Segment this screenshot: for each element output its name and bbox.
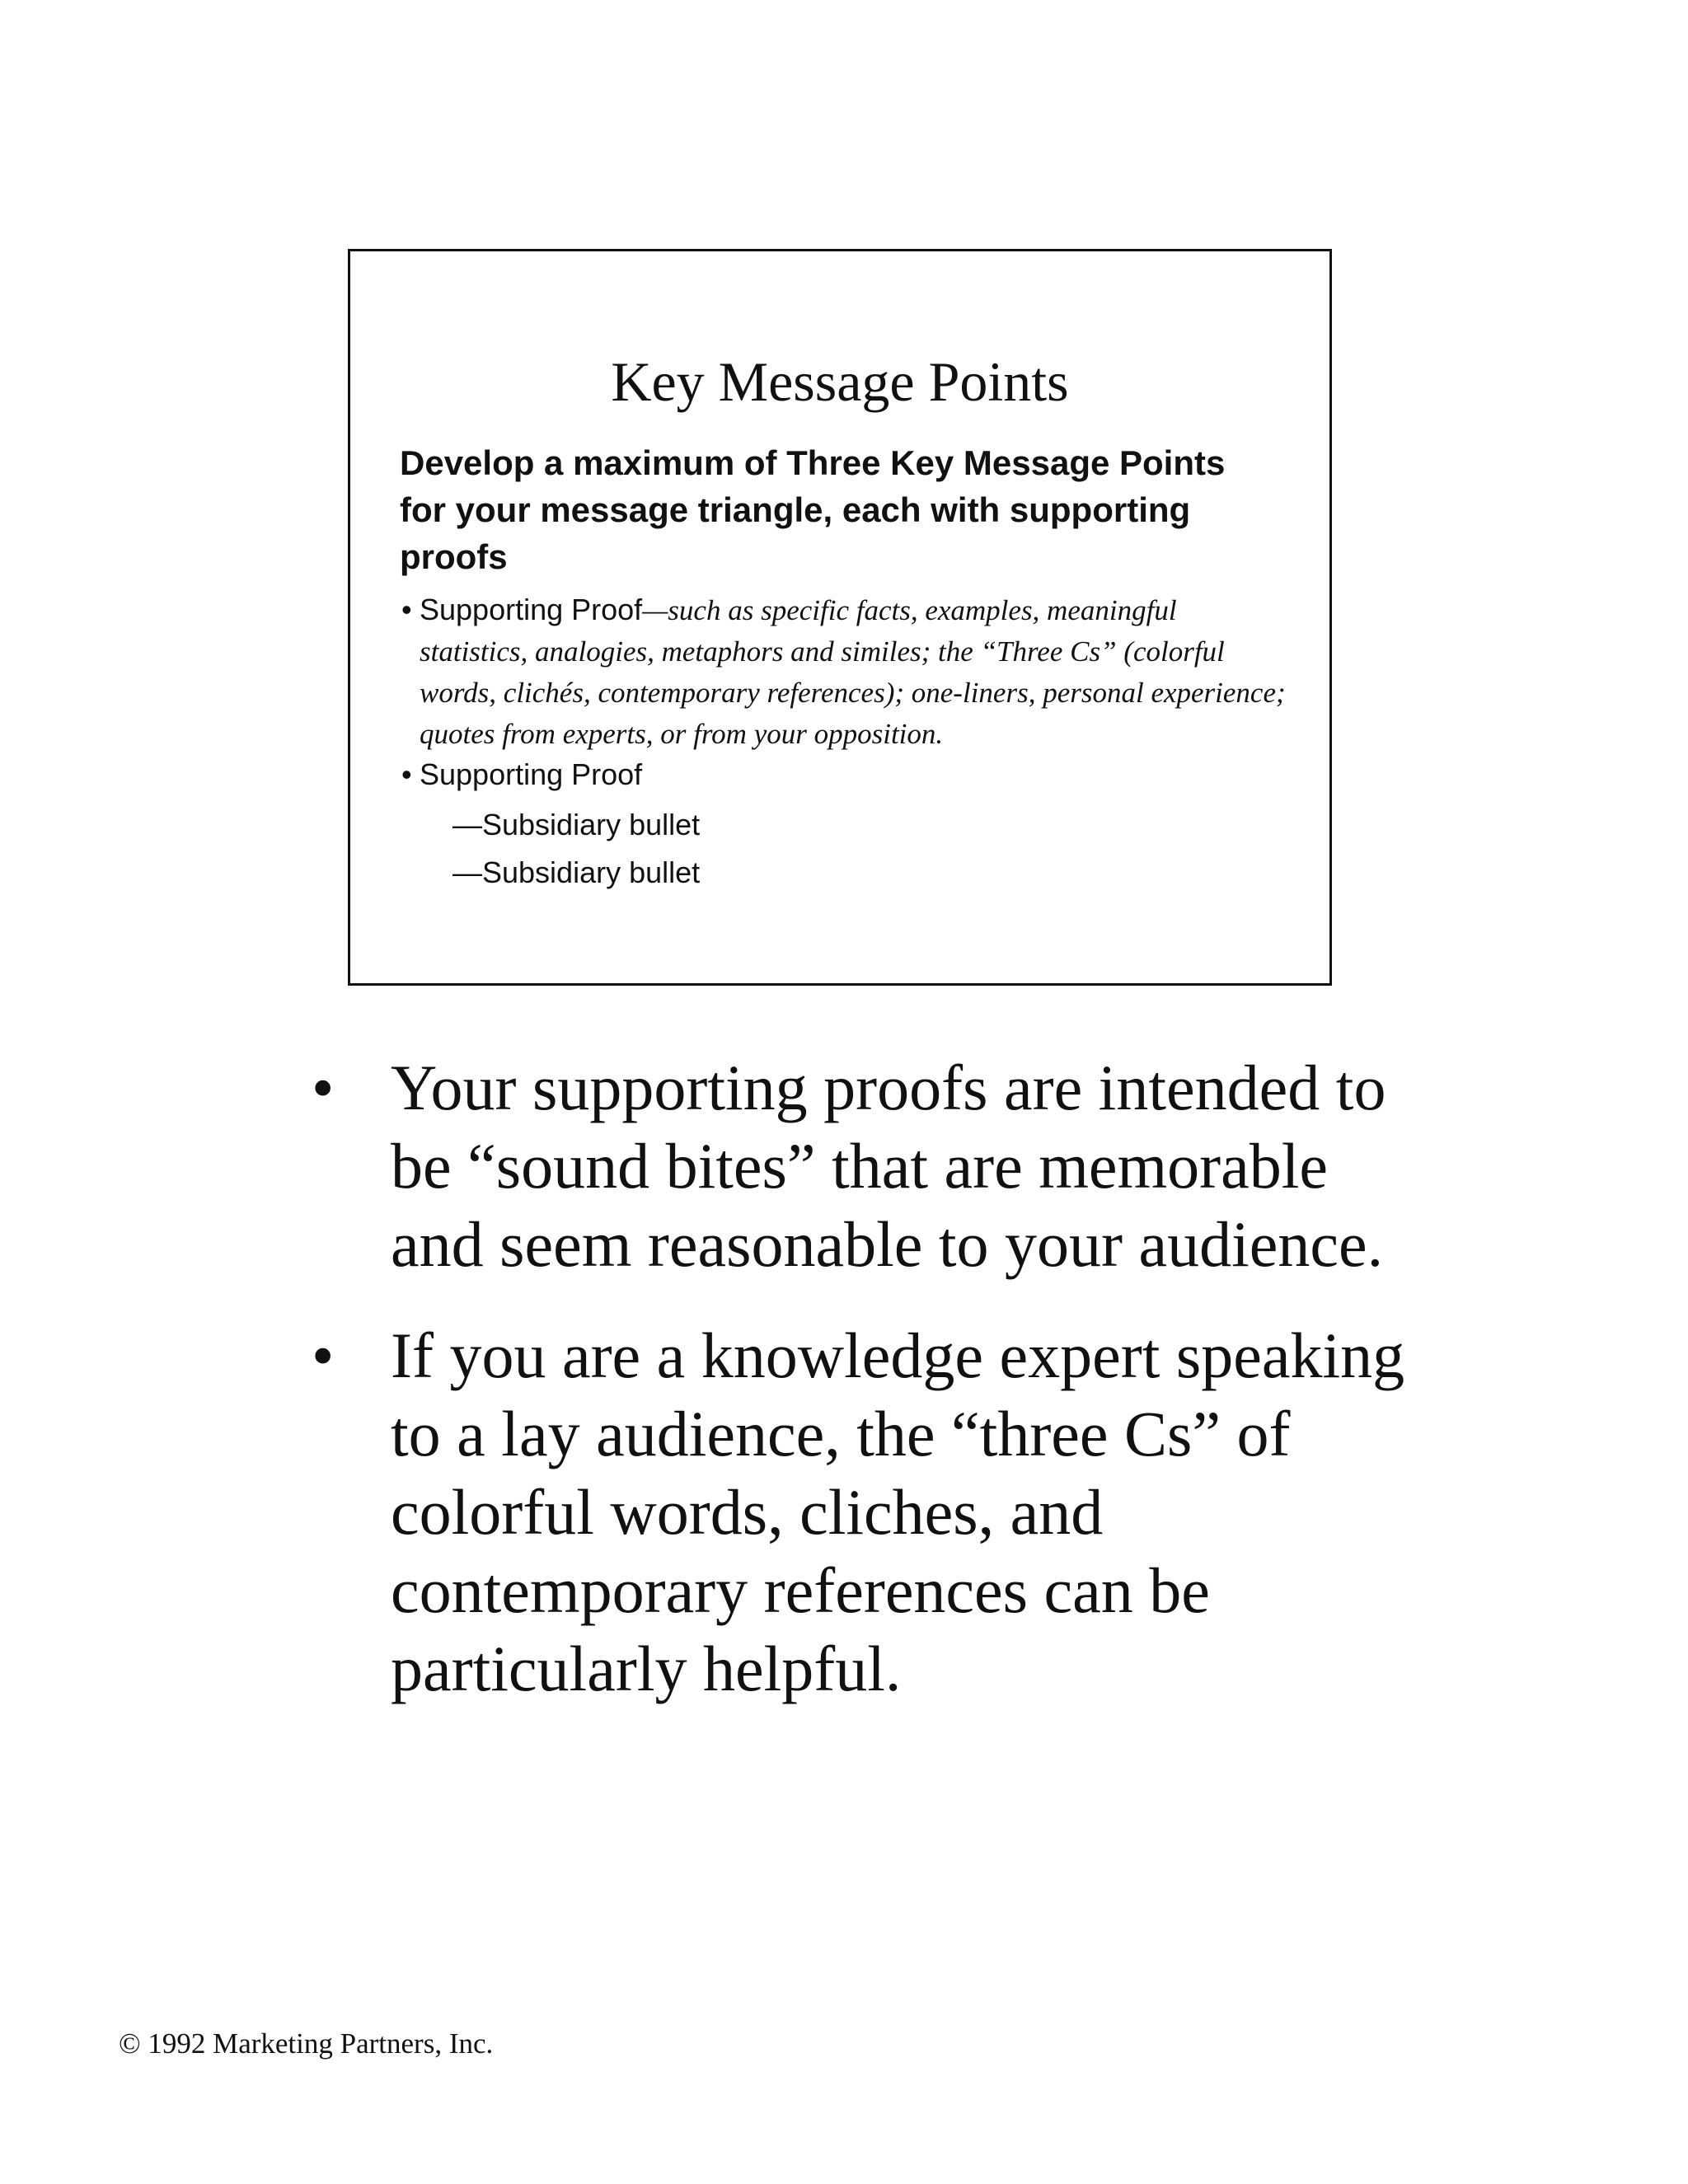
bullet-detail: —such as specific facts, examples, meaningful statistics, analogies, metaphors and similes; the “Three Cs” (colorful words, clichés, contemporary references); one-liners, personal experience; quotes from experts, or from your opposition.: [420, 594, 1286, 750]
bullet-dot-icon: •: [401, 593, 412, 626]
sub-bullet: —Subsidiary bullet: [452, 808, 701, 841]
bullet-label: Supporting Proof: [420, 757, 643, 791]
note-item: [312, 1048, 1432, 1283]
slide-title: Key Message Points: [611, 350, 1069, 413]
bullet-dot-icon: •: [401, 757, 412, 791]
note-text: Your supporting proofs are intended to be “sound bites” that are memorable and seem reasonable to your audience.: [391, 1052, 1386, 1280]
note-text: If you are a knowledge expert speaking to a lay audience, the “three Cs” of colorful words, cliches, and contemporary references can be particularly helpful.: [391, 1319, 1405, 1704]
sub-bullet-list: [420, 801, 1292, 897]
slide-bullet-list: [401, 589, 1292, 897]
copyright-footer: © 1992 Marketing Partners, Inc.: [119, 2027, 494, 2060]
bullet-dot-icon: •: [312, 1319, 335, 1391]
note-item: [312, 1316, 1432, 1708]
notes-list: [312, 1048, 1432, 1741]
slide-bullet: [401, 754, 1292, 897]
bullet-label: Supporting Proof: [420, 593, 643, 626]
sub-bullet: —Subsidiary bullet: [452, 855, 701, 889]
slide-frame: [348, 249, 1332, 986]
slide-heading: Develop a maximum of Three Key Message Points for your message triangle, each with supporting proofs: [400, 443, 1226, 576]
slide-bullet: [401, 589, 1292, 754]
bullet-dot-icon: •: [312, 1052, 335, 1123]
